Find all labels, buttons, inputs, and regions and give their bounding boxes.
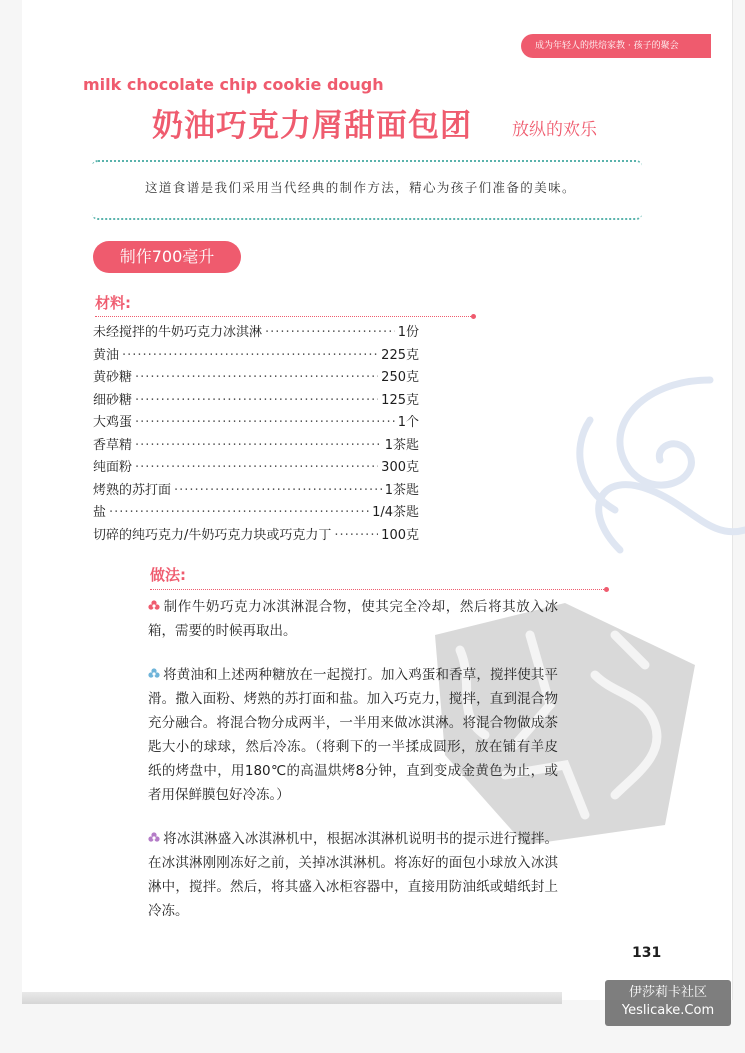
- recipe-title: 奶油巧克力屑甜面包团: [152, 108, 472, 144]
- chapter-tab: 成为年轻人的烘焙家教 · 孩子的聚会: [521, 34, 711, 58]
- ingredient-row: [93, 456, 419, 479]
- ingredients-heading: 材料:: [95, 294, 131, 312]
- leader-dots: [135, 460, 378, 475]
- method-divider-dot: [604, 587, 609, 592]
- method-step-text: 制作牛奶巧克力冰淇淋混合物，使其完全冷却，然后将其放入冰箱，需要的时候再取出。: [148, 599, 558, 639]
- ingredient-name: 烤熟的苏打面: [93, 482, 172, 498]
- method-step-text: 将冰淇淋盛入冰淇淋机中，根据冰淇淋机说明书的提示进行搅拌。在冰淇淋刚刚冻好之前，关掉冰淇淋机。将冻好的面包小球放入冰淇淋中，搅拌。然后，将其盛入冰柜容器中，直接用防油纸或蜡纸封上冷冻。: [148, 831, 558, 919]
- ingredient-quantity: 1个: [397, 415, 419, 430]
- ingredient-row: [93, 366, 419, 389]
- ingredient-quantity: 300克: [381, 460, 419, 475]
- ingredient-list: [93, 321, 419, 546]
- leader-dots: [174, 483, 382, 498]
- ingredient-row: [93, 479, 419, 502]
- ingredient-row: [93, 321, 419, 344]
- ingredient-name: 细砂糖: [93, 392, 133, 408]
- recipe-tagline: 放纵的欢乐: [512, 120, 597, 140]
- ingredients-divider: [95, 316, 473, 317]
- ingredient-row: [93, 501, 419, 524]
- site-watermark: [605, 980, 731, 1026]
- method-divider: [150, 589, 606, 590]
- ingredient-name: 未经搅拌的牛奶巧克力冰淇淋: [93, 325, 263, 340]
- leader-dots: [265, 325, 395, 340]
- method-step: [148, 663, 558, 807]
- method-step-text: 将黄油和上述两种糖放在一起搅打。加入鸡蛋和香草，搅拌使其平滑。撒入面粉、烤熟的苏打面和盐。加入巧克力，搅拌，直到混合物充分融合。将混合物分成两半，一半用来做冰淇淋。将混合物做成茶匙大小的球球，然后冷冻。（将剩下的一半揉成圆形，放在铺有羊皮纸的烤盘中，用180℃的高温烘烤8分钟，直到变成金黄色为止，或者用保鲜膜包好冷冻。）: [148, 667, 558, 803]
- ingredient-name: 黄砂糖: [93, 370, 133, 385]
- page-bottom-shadow: [22, 992, 562, 1004]
- method-steps: [148, 595, 558, 943]
- decorative-swirl: [560, 360, 745, 560]
- ingredient-quantity: 225克: [381, 347, 419, 363]
- method-step: [148, 595, 558, 643]
- method-step: [148, 827, 558, 923]
- ingredient-name: 黄油: [93, 347, 120, 363]
- purple-flower-icon: [148, 832, 160, 844]
- watermark-line2: Yeslicake.Com: [621, 1003, 715, 1018]
- ingredient-row: [93, 524, 419, 547]
- yield-badge: 制作700毫升: [93, 241, 241, 273]
- leader-dots: [135, 438, 382, 453]
- ingredient-row: [93, 434, 419, 457]
- leader-dots: [122, 348, 378, 363]
- blue-flower-icon: [148, 668, 160, 680]
- ingredient-quantity: 1茶匙: [384, 437, 419, 453]
- ingredient-quantity: 125克: [381, 392, 419, 408]
- ingredient-name: 切碎的纯巧克力/牛奶巧克力块或巧克力丁: [93, 527, 332, 543]
- watermark-line1: 伊莎莉卡社区: [628, 985, 707, 1000]
- ingredient-name: 大鸡蛋: [93, 415, 133, 430]
- leader-dots: [135, 370, 378, 385]
- ingredient-name: 纯面粉: [93, 460, 133, 475]
- leader-dots: [334, 528, 378, 543]
- ingredient-quantity: 1份: [397, 325, 419, 340]
- recipe-intro: 这道食谱是我们采用当代经典的制作方法，精心为孩子们准备的美味。: [145, 180, 576, 195]
- ingredient-name: 香草精: [93, 437, 133, 453]
- ingredient-quantity: 100克: [381, 527, 419, 543]
- page-number: 131: [632, 945, 662, 961]
- leader-dots: [135, 415, 395, 430]
- ingredient-row: [93, 344, 419, 367]
- ingredient-row: [93, 389, 419, 412]
- recipe-title-english: milk chocolate chip cookie dough: [83, 75, 384, 94]
- ingredient-quantity: 1茶匙: [384, 482, 419, 498]
- pink-flower-icon: [148, 600, 160, 612]
- ingredient-name: 盐: [93, 505, 107, 520]
- leader-dots: [135, 393, 378, 408]
- ingredients-divider-dot: [471, 314, 476, 319]
- method-heading: 做法:: [150, 566, 186, 584]
- ingredient-quantity: 1/4茶匙: [372, 505, 419, 520]
- leader-dots: [109, 505, 369, 520]
- ingredient-quantity: 250克: [381, 370, 419, 385]
- ingredient-row: [93, 411, 419, 434]
